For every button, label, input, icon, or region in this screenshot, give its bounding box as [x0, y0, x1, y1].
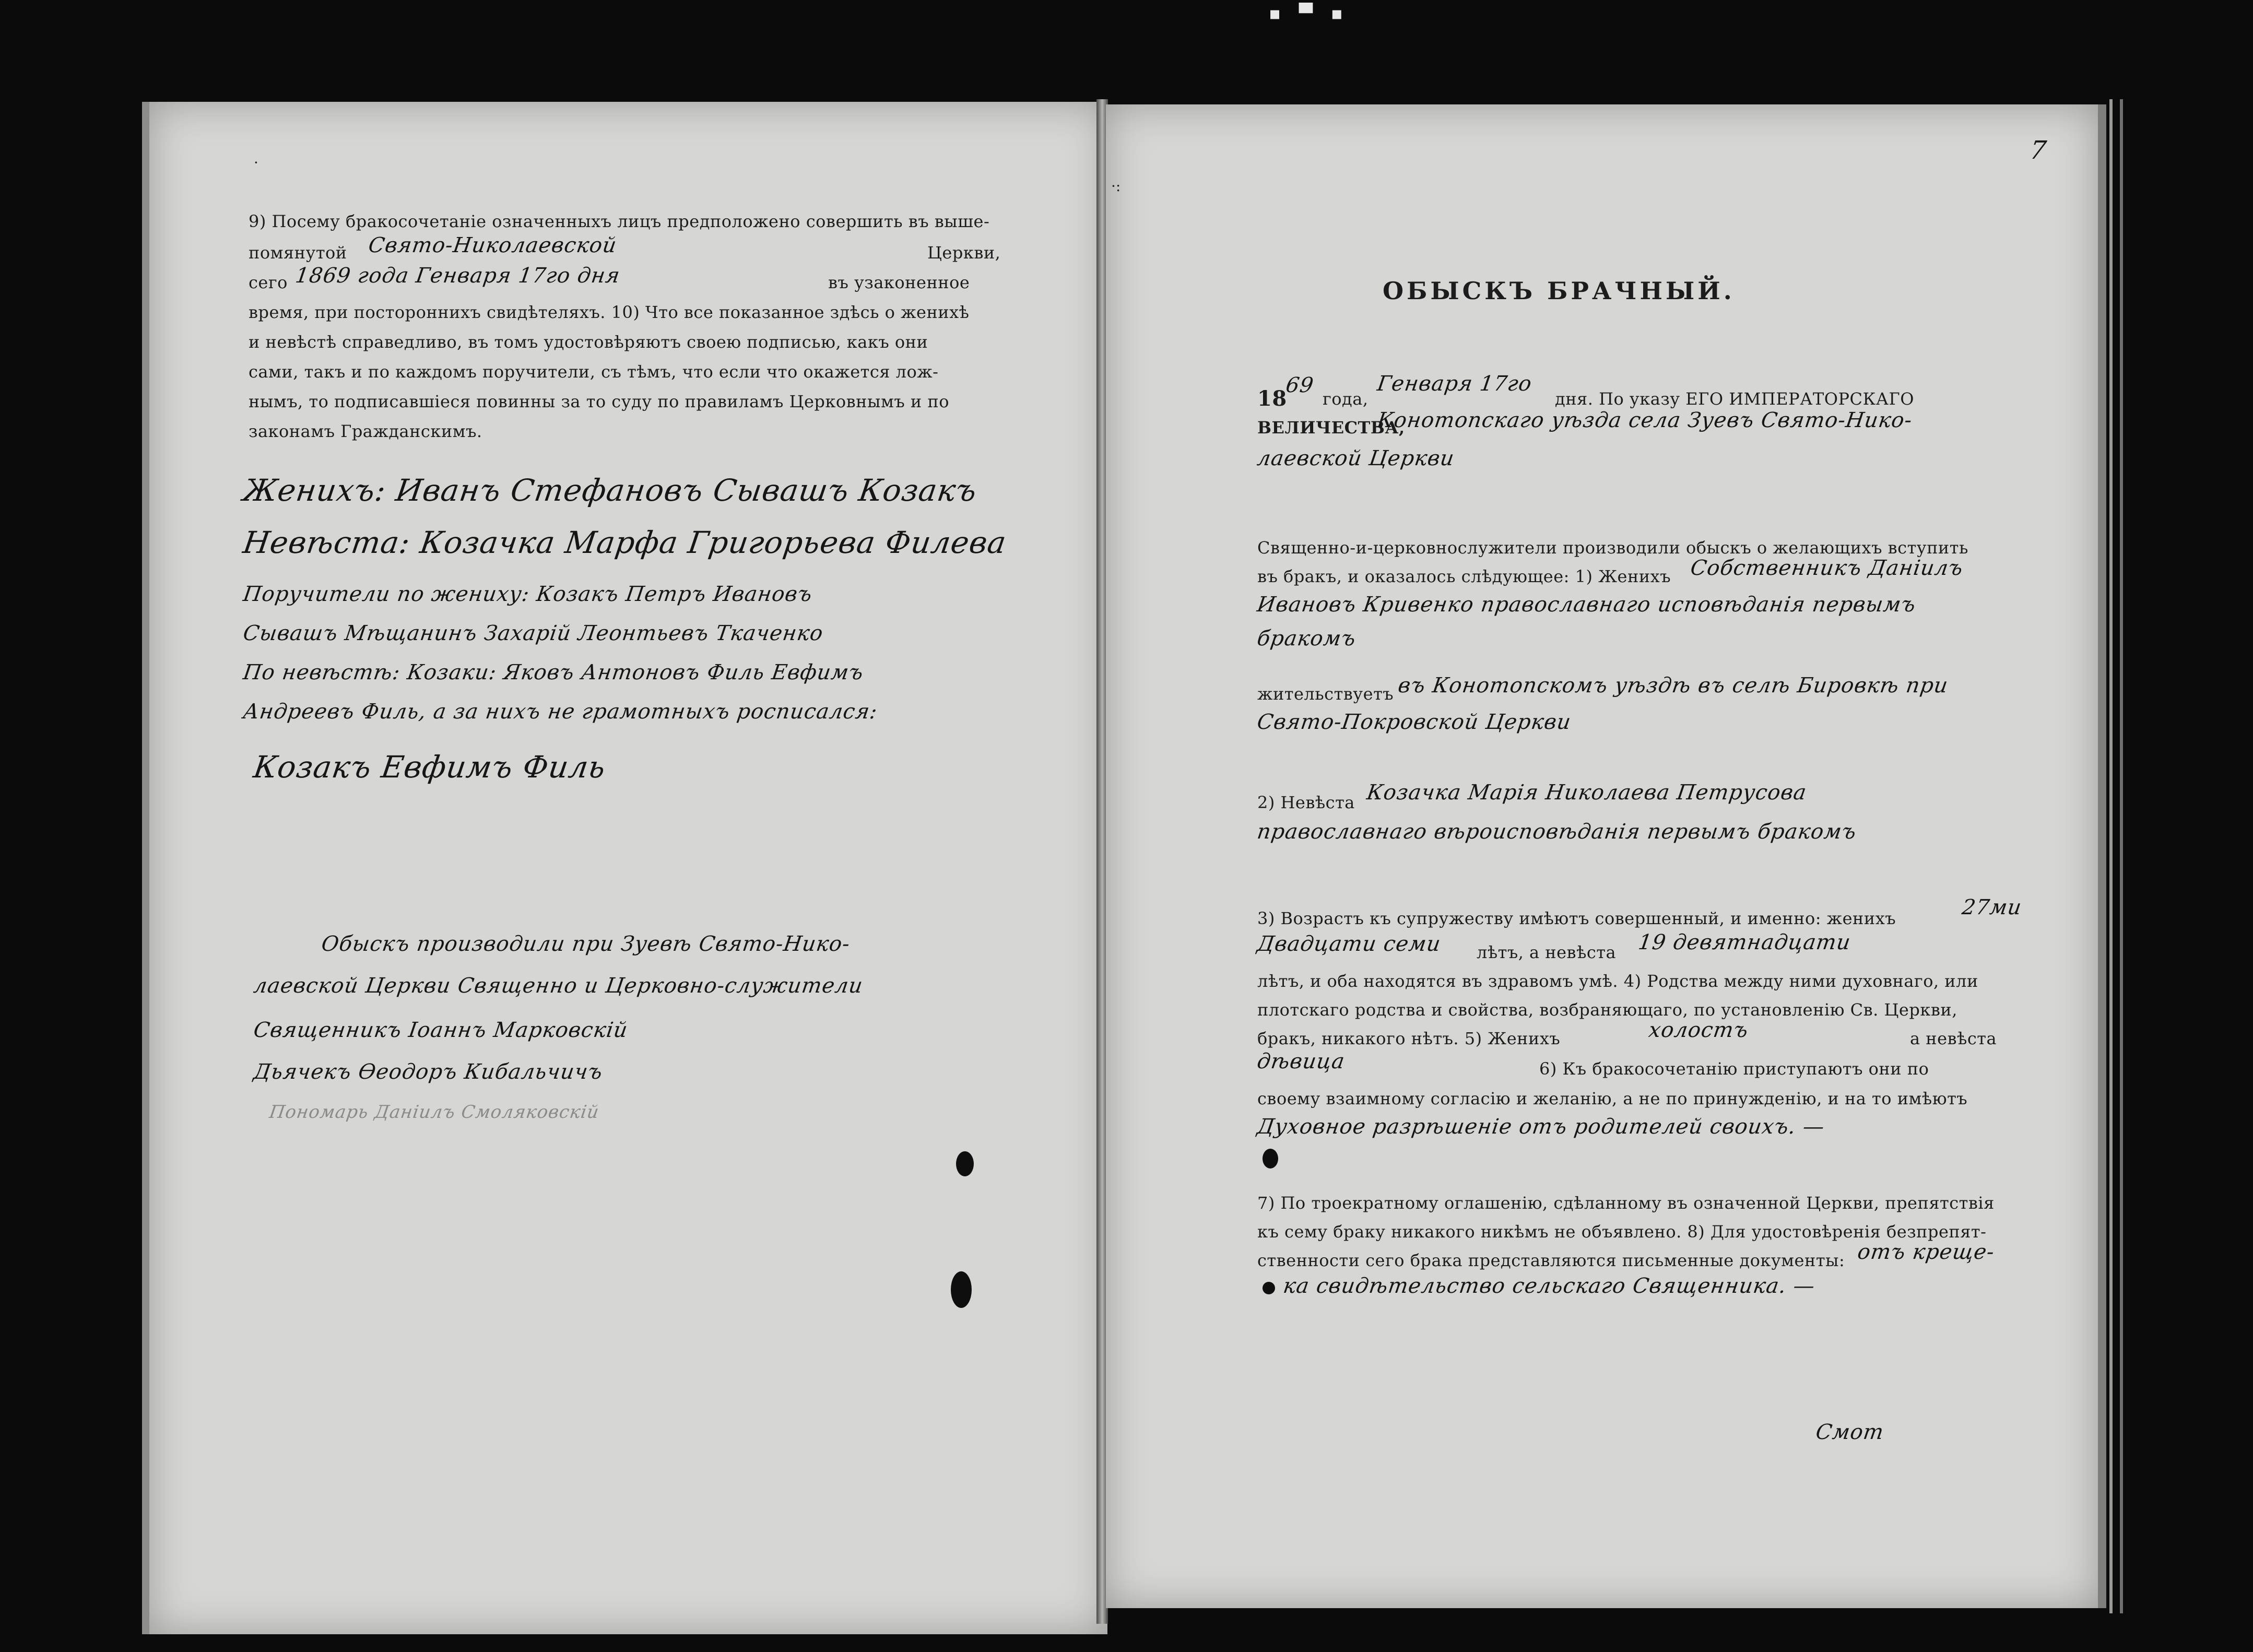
printed-goda: года, — [1323, 389, 1369, 409]
handwritten-groom: Женихъ: Иванъ Стефановъ Сывашъ Козакъ — [241, 473, 980, 508]
handwritten-residence: Свято-Покровской Церкви — [1255, 710, 1573, 734]
handwritten-month: Генваря 17го — [1375, 372, 1534, 396]
handwritten-documents: отъ креще- — [1856, 1240, 1997, 1264]
handwritten-guarantors: Поручители по жениху: Козакъ Петръ Ивановъ — [241, 582, 814, 606]
printed-clergy: Священно-и-церковнослужители производили обыскъ о желающихъ вступить — [1257, 538, 1968, 558]
handwritten-documents: ка свидѣтельство сельскаго Священника. — — [1281, 1274, 1817, 1298]
handwritten-priest-signature: Священникъ Іоаннъ Марковскій — [252, 1018, 630, 1042]
handwritten-groom-status: холостъ — [1647, 1018, 1750, 1042]
printed-clergy: въ бракъ, и оказалось слѣдующее: 1) Женихъ — [1257, 567, 1671, 586]
printed-line: нымъ, то подписавшіеся повинны за то суду по правиламъ Церковнымъ и по — [249, 392, 949, 411]
printed-age: 6) Къ бракосочетанію приступаютъ они по — [1539, 1059, 1929, 1079]
printed-residence: жительствуетъ — [1257, 684, 1394, 704]
handwritten-permission: Духовное разрѣшеніе отъ родителей своихъ. — — [1255, 1115, 1826, 1139]
printed-bride: 2) Невѣста — [1257, 793, 1355, 812]
ink-speck: · — [254, 154, 258, 171]
page-edge — [2109, 99, 2113, 1613]
printed-age: плотскаго родства и свойства, возбраняющаго, по установленію Св. Церкви, — [1257, 1000, 1957, 1020]
handwritten-church: Свято-Николаевской — [367, 233, 619, 257]
printed-age: бракъ, никакого нѣтъ. 5) Женихъ — [1257, 1029, 1561, 1048]
printed-line: сего — [249, 273, 288, 292]
printed-banns: 7) По троекратному оглашенію, сдѣланному въ означенной Церкви, препятствія — [1257, 1193, 1995, 1213]
handwritten-bride-status: дѣвица — [1255, 1049, 1347, 1073]
printed-line: и невѣстѣ справедливо, въ томъ удостовѣряютъ своею подписью, какъ они — [249, 332, 928, 352]
handwritten-residence: въ Конотопскомъ уѣздѣ въ селѣ Бировкѣ при — [1396, 674, 1950, 698]
right-page — [1106, 104, 2106, 1608]
printed-age: лѣтъ, и оба находятся въ здравомъ умѣ. 4) Родства между ними духовнаго, или — [1257, 971, 1978, 991]
handwritten-groom: бракомъ — [1255, 627, 1358, 651]
year-prefix: 18 — [1257, 386, 1287, 411]
handwritten-clergy-note: лаевской Церкви Священно и Церковно-служители — [252, 974, 865, 998]
printed-line: 9) Посему бракосочетаніе означенныхъ лицъ предположено совершить въ выше- — [249, 211, 990, 231]
printed-line: время, при постороннихъ свидѣтеляхъ. 10) Что все показанное здѣсь о женихѣ — [249, 302, 970, 322]
ink-blot — [951, 1271, 972, 1308]
handwritten-groom: Ивановъ Кривенко православнаго исповѣданія первымъ — [1255, 593, 1918, 617]
printed-line: законамъ Гражданскимъ. — [249, 421, 482, 441]
ink-blot — [956, 1151, 974, 1176]
handwritten-year: 69 — [1284, 373, 1316, 397]
handwritten-guarantors: Андреевъ Филь, а за нихъ не грамотныхъ росписался: — [241, 700, 879, 724]
handwritten-groom: Собственникъ Даніилъ — [1689, 556, 1965, 580]
handwritten-signature: Козакъ Евфимъ Филь — [251, 749, 608, 785]
handwritten-parish: Конотопскаго уѣзда села Зуевъ Свято-Нико- — [1375, 408, 1914, 432]
handwritten-groom-age: 27ми — [1960, 895, 2024, 919]
ink-blot — [1263, 1282, 1275, 1294]
printed-age: а невѣста — [1910, 1029, 1997, 1048]
printed-line: въ узаконенное — [828, 273, 970, 292]
printed-line: Церкви, — [927, 243, 1001, 263]
printed-banns: ственности сего брака представляются письменные документы: — [1257, 1250, 1845, 1270]
printed-age: 3) Возрастъ къ супружеству имѣютъ совершенный, и именно: женихъ — [1257, 908, 1896, 928]
printed-decree: дня. По указу ЕГО ИМПЕРАТОРСКАГО — [1555, 389, 1914, 409]
handwritten-bride: православнаго вѣроисповѣданія первымъ бракомъ — [1255, 820, 1858, 844]
ink-blot — [1263, 1149, 1278, 1169]
handwritten-guarantors: Сывашъ Мѣщанинъ Захарій Леонтьевъ Ткаченко — [241, 621, 825, 645]
handwritten-date: 1869 года Генваря 17го дня — [293, 264, 622, 288]
handwritten-groom-age-words: Двадцати семи — [1255, 932, 1443, 956]
page-edge — [2120, 99, 2123, 1613]
handwritten-clergy-note: Обыскъ производили при Зуевѣ Свято-Нико- — [320, 932, 852, 956]
handwritten-bottom-note: Смот — [1814, 1420, 1886, 1444]
printed-decree: ВЕЛИЧЕСТВА, — [1257, 418, 1405, 438]
printed-line: сами, такъ и по каждомъ поручители, съ тѣмъ, что если что окажется лож- — [249, 362, 939, 382]
faint-sexton-signature: Пономарь Даніилъ Смоляковскій — [268, 1102, 601, 1123]
handwritten-bride-age: 19 девятнадцати — [1636, 930, 1853, 954]
page-number: 7 — [2028, 136, 2049, 165]
printed-line: помянутой — [249, 243, 347, 263]
handwritten-parish: лаевской Церкви — [1255, 446, 1456, 470]
printed-banns: къ сему браку никакого никѣмъ не объявлено. 8) Для удостовѣренія безпрепят- — [1257, 1222, 1987, 1242]
ink-speck: ·: — [1111, 178, 1121, 195]
handwritten-guarantors: По невѣстѣ: Козаки: Яковъ Антоновъ Филь Евфимъ — [241, 660, 865, 685]
handwritten-deacon-signature: Дьячекъ Өеодоръ Кибальчичъ — [252, 1060, 605, 1084]
handwritten-bride: Козачка Марія Николаева Петрусова — [1365, 781, 1809, 805]
document-title: ОБЫСКЪ БРАЧНЫЙ. — [1383, 277, 1735, 305]
left-page — [142, 102, 1107, 1634]
handwritten-bride: Невѣста: Козачка Марфа Григорьева Филева — [241, 525, 1009, 560]
printed-age: лѣтъ, а невѣста — [1477, 942, 1617, 962]
top-edge-marks: ▪ ▀ ▪ — [1269, 3, 1349, 24]
printed-age: своему взаимному согласію и желанію, а не по принужденію, и на то имѣютъ — [1257, 1089, 1968, 1108]
